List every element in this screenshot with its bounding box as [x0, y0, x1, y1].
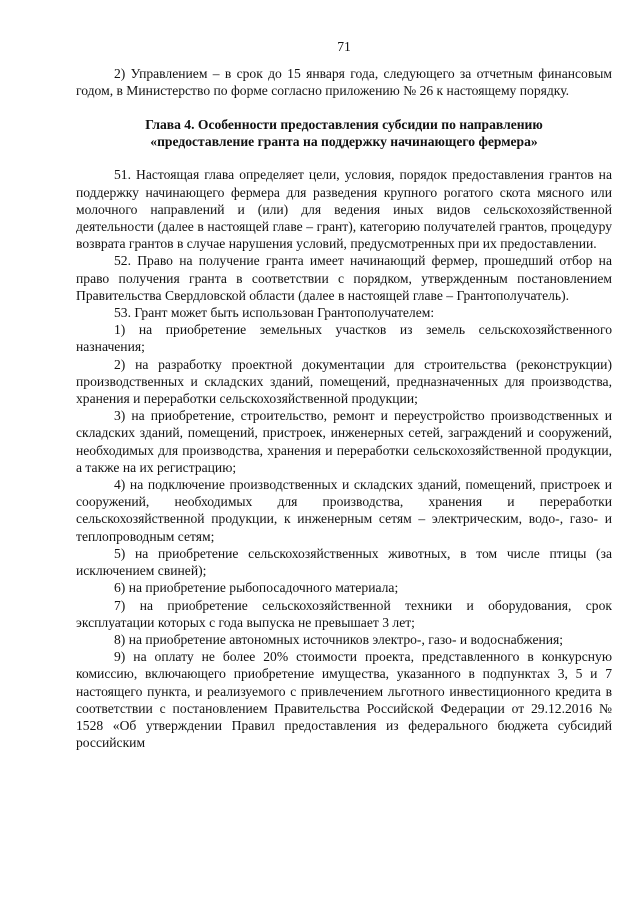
subparagraph-6: 6) на приобретение рыбопосадочного материала;: [114, 580, 399, 596]
subparagraph-1: 1) на приобретение земельных участков из земель сельскохозяйственного назначения;: [76, 322, 612, 355]
subparagraph-9: 9) на оплату не более 20% стоимости проекта, представленного в конкурсную комиссию, включающего приобретение имущества, указанного в подпунктах 3, 5 и 7 настоящего пункта, и реализуемого с привлечением льготного инвестиционного кредита в соответствии с постановлением Правительства Российской Федерации от 29.12.2016 № 1528 «Об утверждении Правил предоставления из федерального бюджета субсидий российским: [76, 649, 612, 751]
subparagraph-5: 5) на приобретение сельскохозяйственных животных, в том числе птицы (за исключением свиней);: [76, 545, 612, 579]
subparagraph-7: 7) на приобретение сельскохозяйственной техники и оборудования, срок эксплуатации которых с года выпуска не превышает 3 лет;: [76, 597, 612, 630]
subparagraph-4: 4) на подключение производственных и складских зданий, помещений, пристроек и сооружений, необходимых для производства, хранения и переработки сельскохозяйственной продукции, к инженерным сетям – электрическим, водо-, газо- и теплопроводным сетям;: [76, 477, 612, 544]
subparagraph-3: 3) на приобретение, строительство, ремонт и переустройство производственных и складских зданий, помещений, пристроек, инженерных сетей, заграждений и сооружений, необходимых для производства, хранения и переработки сельскохозяйственной продукции, а также на их регистрацию;: [76, 408, 612, 475]
subparagraph-8: 8) на приобретение автономных источников электро-, газо- и водоснабжения;: [114, 631, 564, 647]
subparagraph-2: 2) на разработку проектной документации для строительства (реконструкции) производственных и складских зданий, помещений, предназначенных для производства, хранения и переработки сельскохозяйственной продукции;: [76, 356, 612, 407]
chapter-title-line-2: «предоставление гранта на поддержку начинающего фермера»: [150, 134, 538, 150]
chapter-heading: [76, 116, 612, 151]
paragraph-51: 51. Настоящая глава определяет цели, условия, порядок предоставления грантов на поддержку начинающего фермера для разведения крупного рогатого скота мясного или молочного направлений и (или) для ведения иных видов сельскохозяйственной деятельности (далее в настоящей главе – грант), категорию получателей грантов, процедуру возврата грантов в случае нарушения условий, предусмотренных при их предоставлении.: [76, 167, 612, 252]
paragraph-53: 53. Грант может быть использован Грантополучателем:: [114, 305, 435, 321]
intro-paragraph: 2) Управлением – в срок до 15 января года, следующего за отчетным финансовым годом, в Министерство по форме согласно приложению № 26 к настоящему порядку.: [76, 66, 612, 99]
document-page: [76, 38, 612, 751]
page-number: 71: [337, 39, 351, 54]
paragraph-52: 52. Право на получение гранта имеет начинающий фермер, прошедший отбор на право получения гранта в соответствии с порядком, утвержденным постановлением Правительства Свердловской области (далее в настоящей главе – Грантополучатель).: [76, 253, 612, 303]
chapter-title-line-1: Глава 4. Особенности предоставления субсидии по направлению: [145, 116, 543, 132]
